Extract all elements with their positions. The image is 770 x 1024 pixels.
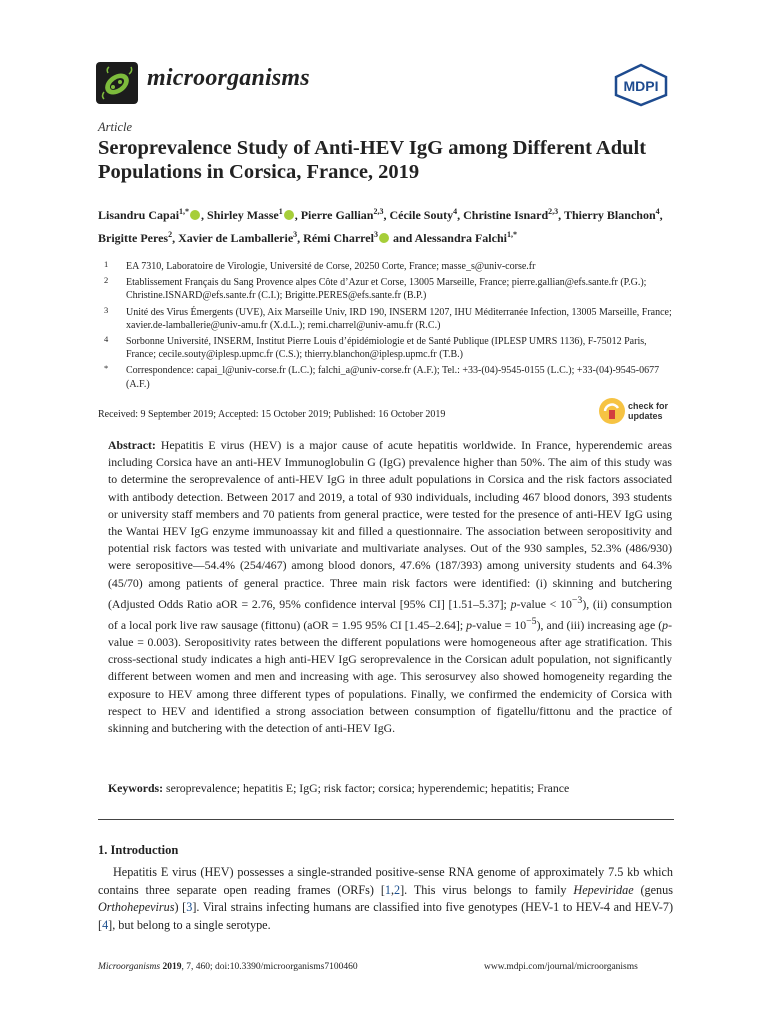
author-name: Christine Isnard [463,208,549,222]
author-name: Xavier de Lamballerie [178,231,294,245]
citation-link[interactable]: 4 [102,918,109,933]
intro-text-4: ) [ [174,900,187,915]
affiliation-mark: 4 [104,334,109,345]
genus-name: Orthohepevirus [98,900,175,915]
publication-dates: Received: 9 September 2019; Accepted: 15 October 2019; Published: 16 October 2019 [98,409,446,420]
author-separator: , [297,231,304,245]
affiliation-text: Etablissement Français du Sang Provence alpes Côte d’Azur et Corse, 13005 Marseille, France; pierre.gallian@efs.sante.fr (P.G.); Christine.ISNARD@efs.sante.fr (C.I.); Brigitte.PERES@efs.sante.fr (B.P.) [126,277,647,302]
author-name: Brigitte Peres [98,231,169,245]
affiliation-text: Unité des Virus Émergents (UVE), Aix Marseille Univ, IRD 190, INSERM 1207, IHU Méditerranée Infection, 13005 Marseille, France; xavier.de-lamballerie@univ-amu.fr (X.d.L.); remi.charrel@univ-amu.fr (R.C.) [126,306,672,331]
affiliation-item [98,306,673,332]
footer-year: 2019 [160,962,182,972]
keywords [108,781,672,796]
author-name: Alessandra Falchi [414,231,507,245]
author-affiliation-mark: 2,3 [548,207,559,216]
section-heading-introduction: 1. Introduction [98,843,179,857]
p-symbol: p [466,617,473,632]
author-affiliation-mark: 1,* [506,230,517,239]
check-updates-line1: check for [628,401,669,411]
p-symbol: p [662,617,669,632]
intro-text-3: (genus [633,882,673,897]
author-affiliation-mark: 2 [168,230,173,239]
affiliation-mark: 3 [104,304,109,315]
exponent-2: −5 [526,615,537,627]
intro-text-2: ]. This virus belongs to family [400,882,574,897]
affiliation-item [98,364,673,390]
affiliation-text: Sorbonne Université, INSERM, Institut Pierre Louis d’épidémiologie et de Santé Publique (IPLESP UMRS 1136), F-75012 Paris, France; cecile.souty@iplesp.upmc.fr (C.S.); thierry.blanchon@iplesp.upmc.fr (T.B.) [126,336,647,361]
check-for-updates-button[interactable] [598,397,678,425]
author-name: Rémi Charrel [303,231,374,245]
footer-citation [98,962,358,972]
author-separator: , [659,208,663,222]
citation-link[interactable]: 2 [394,882,401,897]
author-affiliation-mark: 3 [293,230,298,239]
author-name: Thierry Blanchon [563,208,656,222]
citation-link[interactable]: 1 [384,882,391,897]
journal-logo [96,62,138,104]
author-affiliation-mark: 3 [373,230,378,239]
author-name: Cécile Souty [389,208,454,222]
author-name: Pierre Gallian [300,208,374,222]
author-affiliation-mark: 1,* [179,207,190,216]
orcid-icon[interactable] [284,210,294,220]
abstract-text-2: -value < 10 [516,596,572,611]
journal-name: microorganisms [147,65,310,91]
author-separator: and [389,231,415,245]
affiliation-text: EA 7310, Laboratoire de Virologie, Université de Corse, 20250 Corte, France; masse_s@univ-corse.fr [126,261,536,272]
affiliation-item [98,260,673,273]
bacteria-icon [96,62,138,104]
abstract-label: Abstract: [108,438,156,452]
intro-text-1b: , [390,882,395,897]
p-symbol: p [510,596,517,611]
author-name: Lisandru Capai [98,208,180,222]
keywords-label: Keywords: [108,781,164,795]
keywords-text: seroprevalence; hepatitis E; IgG; risk factor; corsica; hyperendemic; hepatitis; France [163,781,570,795]
abstract-text-3: ), (ii) consumption of a local pork live raw sausage (fittonu) (aOR = 1.95 95% CI [1.45–2.64]; [108,596,673,632]
exponent-1: −3 [571,594,583,606]
family-name: Hepeviridae [573,882,634,897]
publisher-name: MDPI [623,78,659,94]
paper-title: Seroprevalence Study of Anti-HEV IgG among Different Adult Populations in Corsica, France, 2019 [98,137,647,183]
affiliation-mark: * [104,363,109,374]
footer-journal: Microorganisms [98,962,161,972]
author-separator: , [172,231,179,245]
affiliations [98,260,673,394]
intro-text-5: ]. Viral strains infecting humans are classified into five genotypes (HEV-1 to HEV-4 and HEV-7) [ [98,900,673,933]
article-type: Article [98,120,133,134]
author-separator: , [558,208,564,222]
footer-url[interactable]: www.mdpi.com/journal/microorganisms [484,962,638,972]
check-updates-line2: updates [628,411,663,421]
author-affiliation-mark: 4 [453,207,458,216]
affiliation-mark: 1 [104,259,109,269]
author-name: Shirley Masse [207,208,279,222]
affiliation-item [98,276,673,302]
author-separator: , [294,208,301,222]
orcid-icon[interactable] [190,210,200,220]
author-affiliation-mark: 2,3 [373,207,384,216]
abstract-text-5: ), and (iii) increasing age ( [536,617,663,632]
author-list [98,202,678,248]
author-affiliation-mark: 4 [655,207,660,216]
author-separator: , [201,208,208,222]
introduction-paragraph [98,864,673,935]
abstract-text-4: -value = 10 [472,617,527,632]
author-separator: , [457,208,464,222]
orcid-icon[interactable] [379,233,389,243]
affiliation-item [98,335,673,361]
abstract-text-6: -value = 0.003). Seropositivity rates between the different populations were homogeneous after age stratification. This cross-sectional study indicates a high anti-HEV IgG seroprevalence in the Corsican adult population, not significantly different between women and men and increasing with age. This serosurvey also showed homogeneity regarding the exposure to HEV among three different types of populations. Finally, we confirmed the endemicity of Corsica with respect to HEV and identified a strong association between consumption of figatellu/fittonu and the practice of skinning and butchering with the detection of anti-HEV IgG. [108,617,672,736]
affiliation-mark: 2 [104,275,109,286]
intro-text-1: Hepatitis E virus (HEV) possesses a single-stranded positive-sense RNA genome of approximately 7.5 kb which contains three separate open reading frames (ORFs) [ [98,865,673,897]
check-updates-icon [598,397,626,425]
abstract [108,437,672,737]
publisher-logo[interactable] [612,63,670,107]
affiliation-text: Correspondence: capai_l@univ-corse.fr (L.C.); falchi_a@univ-corse.fr (A.F.); Tel.: +33-(04)-9545-0155 (L.C.); +33-(04)-9545-0677 (A.F.) [126,365,660,390]
intro-text-6: ], but belong to a single serotype. [108,918,271,933]
footer-doi: , 7, 460; doi:10.3390/microorganisms7100460 [181,962,358,972]
abstract-text-1: Hepatitis E virus (HEV) is a major cause of acute hepatitis worldwide. In France, hyperendemic areas including Corsica have an anti-HEV Immunoglobulin G (IgG) prevalence higher than 50%. The aim of this study was to determine the seroprevalence of anti-HEV IgG in three adult populations in Corsica and the risk factors associated with antibody detection. Between 2017 and 2019, a total of 930 individuals, including 467 blood donors, 393 students or university staff members and 70 patients from general practice, were tested for the presence of anti-HEV IgG using the Wantai HEV IgG enzyme immunoassay kit and filled a questionnaire. The association between seropositivity and potential risk factors was tested with univariate and multivariate analyses. Out of the 930 samples, 52.3% (486/930) were seropositive—54.4% (254/467) among blood donors, 47.6% (187/393) among university students and 64.3% (45/70) among patients of general practice. Three main risk factors were identified: (i) skinning and butchering (Adjusted Odds Ratio aOR = 2.76, 95% confidence interval [95% CI] [1.51–5.37]; [108,438,672,611]
author-affiliation-mark: 1 [278,207,283,216]
section-divider [98,819,674,820]
author-separator: , [383,208,390,222]
citation-link[interactable]: 3 [186,900,193,915]
